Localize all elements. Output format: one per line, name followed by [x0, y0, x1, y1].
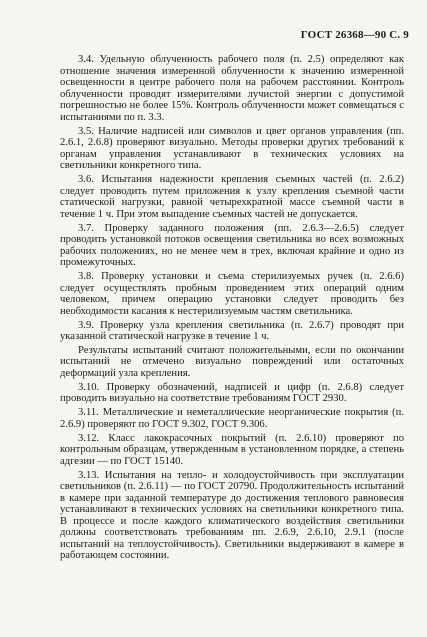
paragraph-3-12: 3.12. Класс лакокрасочных покрытий (п. 2.6.10) проверяют по контрольным образцам, утвержденным в установленном порядке, а степень адгезии — по ГОСТ 15140.	[60, 432, 404, 467]
paragraph-3-13: 3.13. Испытания на тепло- и холодоустойчивость при эксплуатации светильников (п. 2.6.11) — по ГОСТ 20790. Продолжительность испытаний в камере при заданной температуре до достижения теплового равновесия устанавливают в технических условиях на светильники конкретного типа. В процессе и после каждого климатического воздействия светильники должны соответствовать требованиям пп. 2.6.9, 2.6.10, 2.9.1 (после испытаний на теплоустойчивость). Светильники выдерживают в камере в работающем состоянии.	[60, 469, 404, 562]
page-header: ГОСТ 26368—90 С. 9	[300, 29, 409, 41]
paragraph-3-8: 3.8. Проверку установки и съема стерилизуемых ручек (п. 2.6.6) следует осуществлять пробным проведением этих операций одним человеком, причем операцию установки следует проводить без необходимости касания к нестерилизуемым частям светильника.	[60, 271, 404, 317]
paragraph-3-10: 3.10. Проверку обозначений, надписей и цифр (п. 2.6.8) следует проводить визуально на соответствие требованиям ГОСТ 2930.	[60, 381, 404, 405]
paragraph-3-7: 3.7. Проверку заданного положения (пп. 2.6.3—2.6.5) следует проводить установкой потоков освещения светильника во всех возможных рабочих положениях, но не менее чем в трех, включая крайние и одно из промежуточных.	[60, 222, 404, 269]
paragraph-3-9: 3.9. Проверку узла крепления светильника (п. 2.6.7) проводят при указанной статической нагрузке в течение 1 ч.	[60, 319, 404, 343]
paragraph-3-4: 3.4. Удельную облученность рабочего поля (п. 2.5) определяют как отношение значения измеренной облученности к значению измеренной освещенности в центре рабочего поля на рабочем расстоянии. Контроль облученности проводят измерителями лучистой энергии с допустимой погрешностью не более 15%. Контроль облученности может совмещаться с испытаниями по п. 3.3.	[60, 54, 404, 123]
paragraph-3-11: 3.11. Металлические и неметаллические неорганические покрытия (п. 2.6.9) проверяют по ГОСТ 9.302, ГОСТ 9.306.	[60, 407, 404, 430]
paragraph-3-6: 3.6. Испытания надежности крепления съемных частей (п. 2.6.2) следует проводить путем приложения к узлу крепления съемной части статической нагрузки, равной четырехкратной массе съемной части в течение 1 ч. При этом выпадение съемных частей не допускается.	[60, 174, 404, 220]
document-body	[60, 54, 404, 564]
paragraph-3-5: 3.5. Наличие надписей или символов и цвет органов управления (пп. 2.6.1, 2.6.8) проверяют визуально. Методы проверки других требований к органам управления устанавливают в технических условиях на светильники конкретного типа.	[60, 125, 404, 172]
paragraph-results: Результаты испытаний считают положительными, если по окончании испытаний не отмечено визуально повреждений или остаточных деформаций узла крепления.	[60, 344, 404, 379]
